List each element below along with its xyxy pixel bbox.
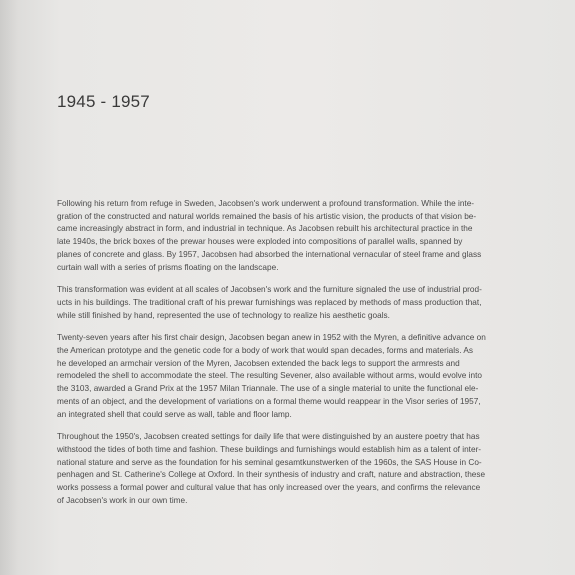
text-line: withstood the tides of both time and fashion. These buildings and furnishings would establish him as a talent of inter-: [57, 444, 482, 454]
gutter-shadow: [0, 0, 18, 575]
text-line: late 1940s, the brick boxes of the prewar houses were exploded into compositions of parallel walls, spanned by: [57, 237, 463, 247]
text-line: planes of concrete and glass. By 1957, Jacobsen had absorbed the international vernacular of steel frame and glass: [57, 249, 482, 259]
chapter-title: 1945 - 1957: [57, 92, 150, 111]
paragraph-4: [57, 431, 537, 507]
text-line: curtain wall with a series of prisms floating on the landscape.: [57, 262, 279, 272]
text-line: Following his return from refuge in Sweden, Jacobsen's work underwent a profound transformation. While the inte-: [57, 199, 475, 208]
body-text: [57, 198, 537, 517]
paragraph-1: [57, 198, 537, 274]
text-line: while still finished by hand, represented the use of technology to realize his aesthetic goals.: [57, 310, 390, 320]
text-line: the 3103, awarded a Grand Prix at the 1957 Milan Triannale. The use of a single material to unite the functional ele-: [57, 384, 479, 394]
text-line: Throughout the 1950's, Jacobsen created settings for daily life that were distinguished by an austere poetry that has: [57, 432, 480, 442]
text-line: penhagen and St. Catherine's College at Oxford. In their synthesis of industry and craft, nature and abstraction, these: [57, 470, 486, 480]
text-line: ments of an object, and the development of variations on a formal theme would reappear in the Visor series of 1957,: [57, 396, 481, 406]
text-line: national stature and serve as the foundation for his seminal gesamtkunstwerken of the 1960s, the SAS House in Co-: [57, 457, 482, 467]
text-line: gration of the constructed and natural worlds remained the basis of his artistic vision, the products of that vision be-: [57, 211, 477, 221]
text-line: works possess a formal power and cultural value that has only increased over the years, and confirms the relevance: [57, 483, 481, 493]
text-line: the American prototype and the genetic code for a body of work that would span decades, forms and materials. As: [57, 346, 473, 356]
text-line: remodeled the shell to accommodate the steel. The resulting Sevener, also available without arms, would evolve into: [57, 371, 482, 381]
text-line: he developed an armchair version of the Myren, Jacobsen extended the back legs to support the armrests and: [57, 358, 460, 368]
text-line: ucts in his buildings. The traditional craft of his prewar furnishings was replaced by methods of mass production that,: [57, 297, 482, 307]
text-line: of Jacobsen's work in our own time.: [57, 495, 188, 505]
text-line: came increasingly abstract in form, and industrial in technique. As Jacobsen rebuilt his architectural practice in the: [57, 224, 473, 234]
paragraph-3: [57, 332, 537, 421]
text-line: Twenty-seven years after his first chair design, Jacobsen began anew in 1952 with the Myren, a definitive advance on: [57, 333, 486, 343]
text-line: an integrated shell that could serve as wall, table and floor lamp.: [57, 409, 292, 419]
paragraph-2: [57, 284, 537, 322]
text-line: This transformation was evident at all scales of Jacobsen's work and the furniture signaled the use of industrial prod-: [57, 285, 482, 295]
